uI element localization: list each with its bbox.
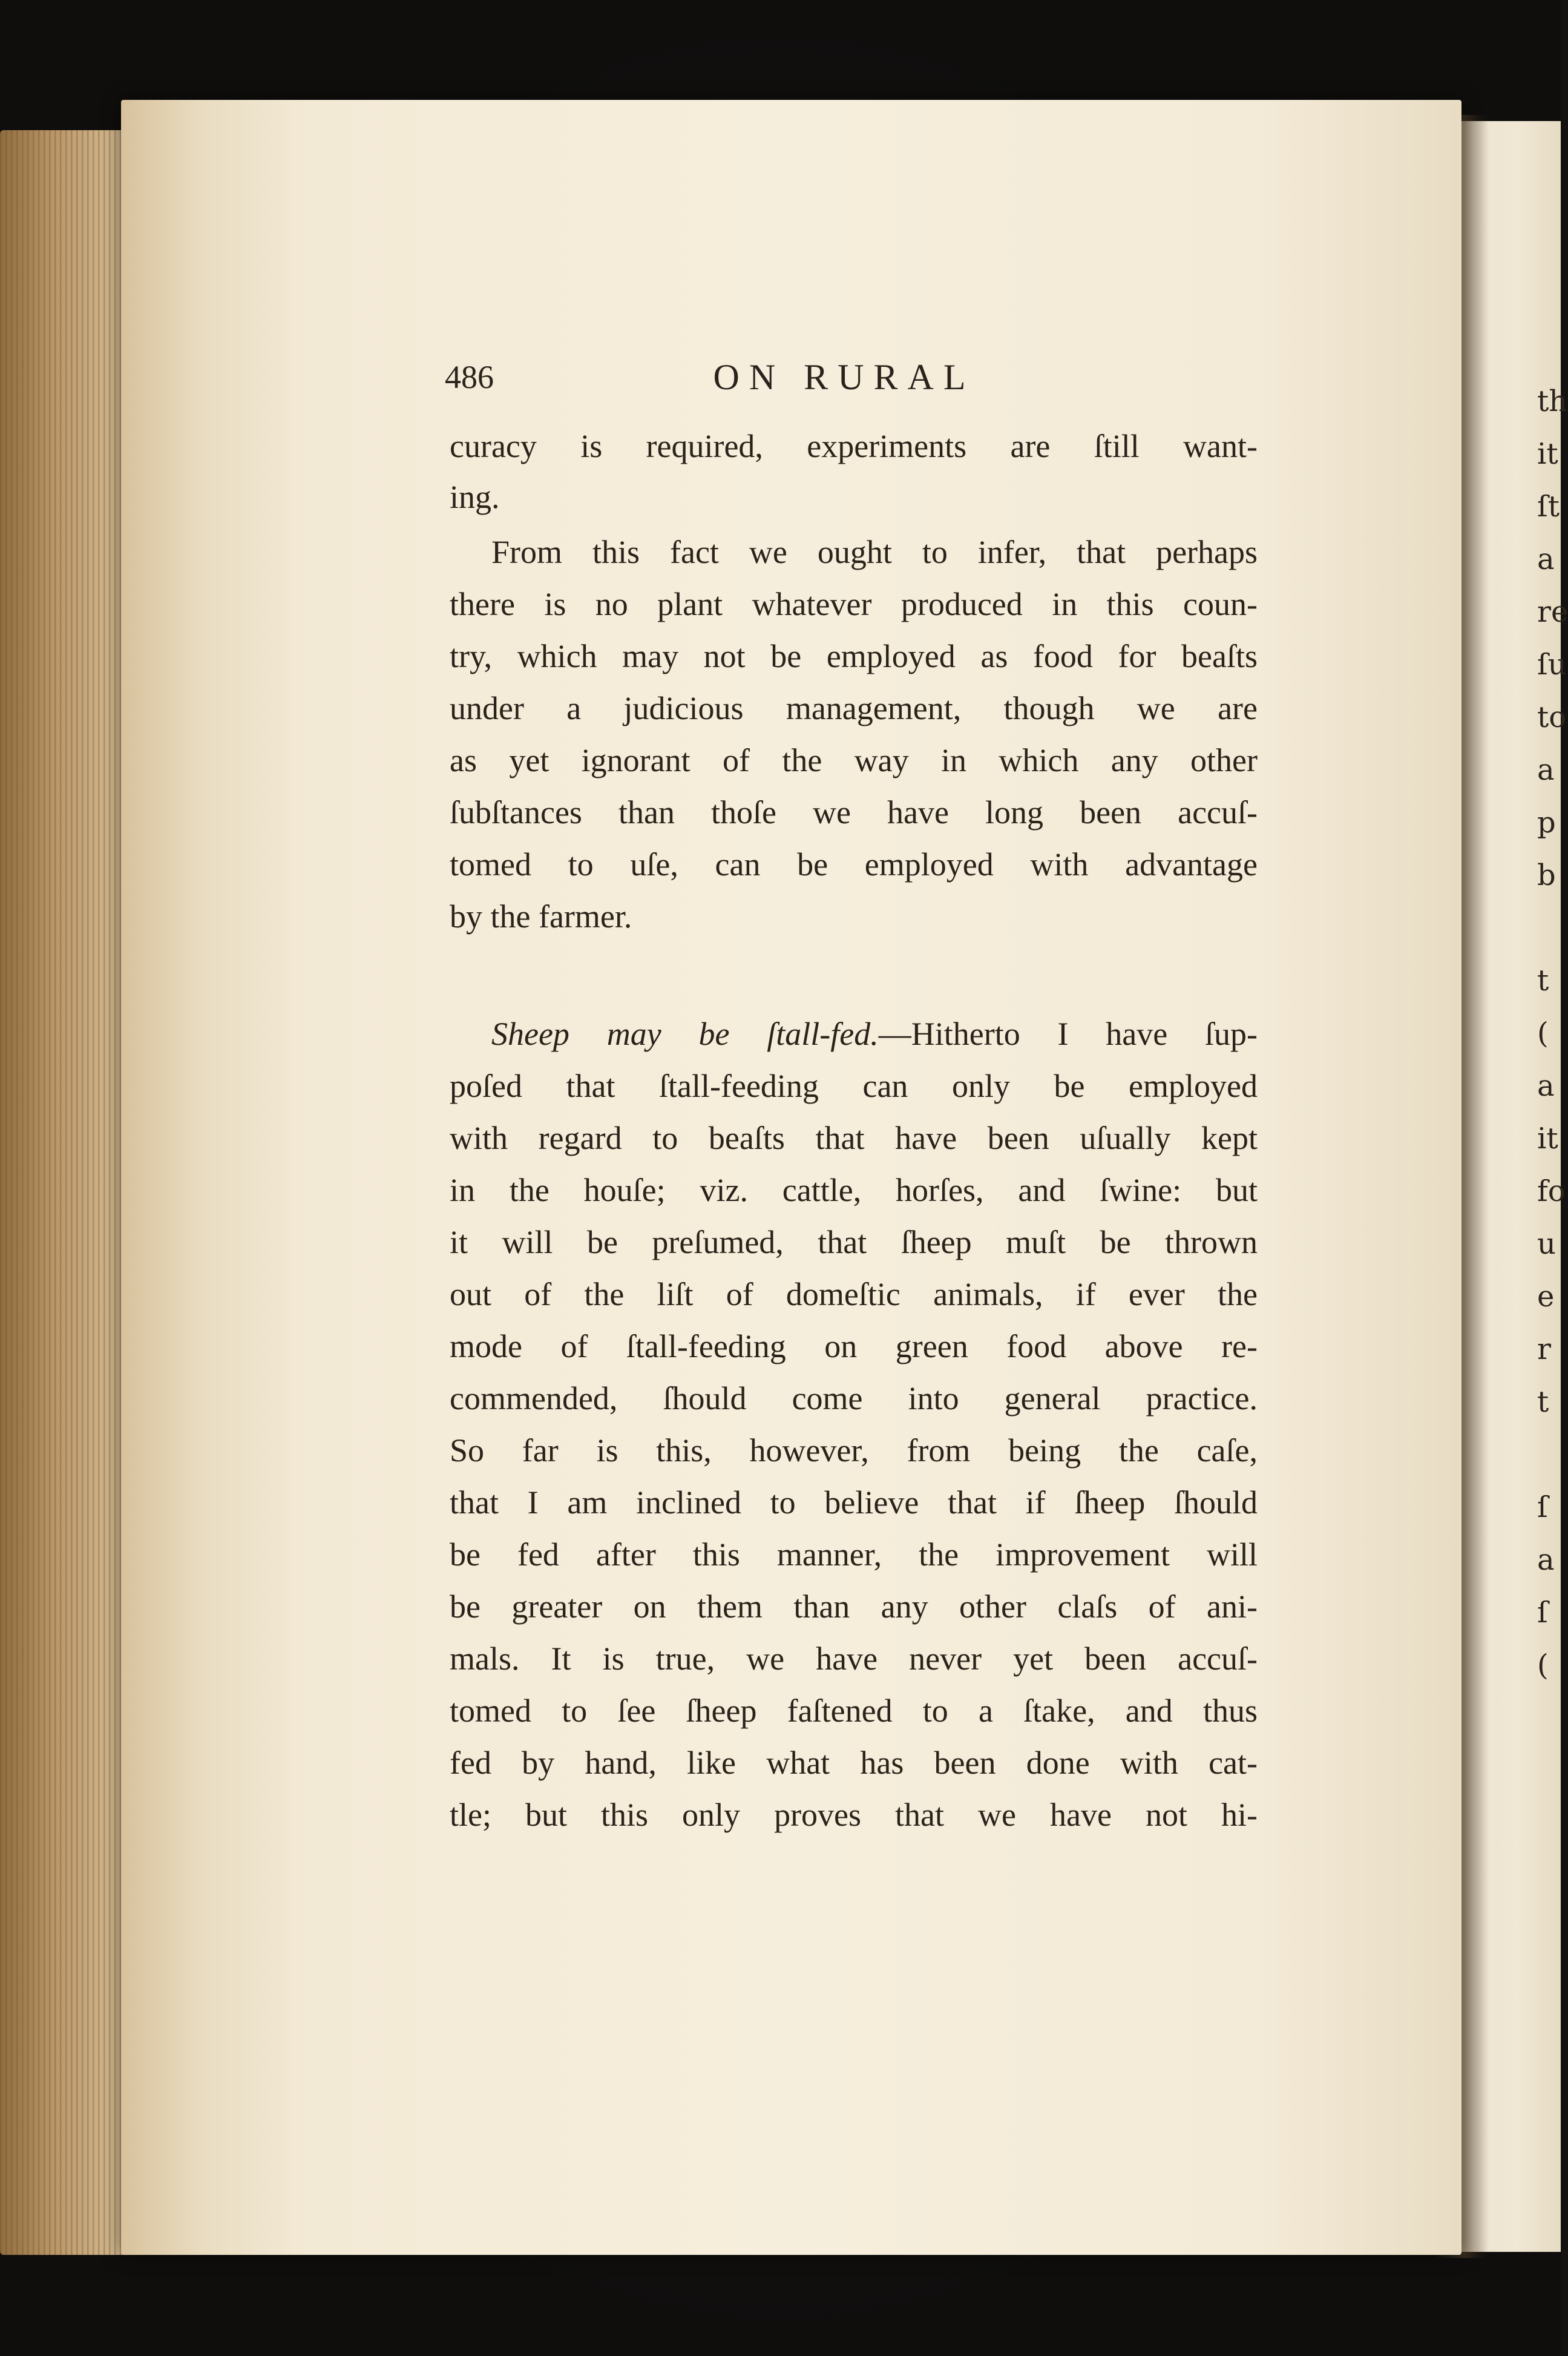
- facing-page-fragment: fo: [1537, 1174, 1566, 1208]
- text-line: tomed to uſe, can be employed with advantage: [450, 846, 1258, 883]
- facing-page-fragment: (: [1537, 1016, 1549, 1050]
- text-line: as yet ignorant of the way in which any other: [450, 742, 1258, 778]
- facing-page-fragment: re: [1537, 595, 1568, 629]
- facing-page-text-fragments: [1537, 375, 1568, 1692]
- text-line: From this fact we ought to infer, that perhaps: [491, 534, 1258, 570]
- text-line-with-lead: [491, 1010, 1258, 1058]
- text-line: out of the liſt of domeſtic animals, if ever the: [450, 1276, 1258, 1312]
- text-line: try, which may not be employed as food for beaſts: [450, 638, 1258, 674]
- text-line: with regard to beaſts that have been uſually kept: [450, 1120, 1258, 1156]
- text-line: be greater on them than any other claſs of ani-: [450, 1588, 1258, 1625]
- text-line: commended, ſhould come into general practice.: [450, 1380, 1258, 1417]
- facing-page-fragment: [1537, 1429, 1561, 1481]
- facing-page-fragment: a: [1537, 753, 1555, 787]
- text-line: mode of ſtall-feeding on green food above re-: [450, 1328, 1258, 1364]
- running-head: ON RURAL: [713, 357, 976, 397]
- facing-page-fragment: r: [1537, 1332, 1551, 1366]
- facing-page-fragment: t: [1537, 964, 1549, 998]
- facing-page-fragment: t: [1537, 1385, 1549, 1419]
- page-number: 486: [445, 359, 494, 395]
- facing-page-fragment: p: [1537, 806, 1556, 840]
- text-line: mals. It is true, we have never yet been accuſ-: [450, 1640, 1258, 1677]
- text-line: fed by hand, like what has been done with cat-: [450, 1745, 1258, 1781]
- facing-page-fragment: [1537, 902, 1561, 955]
- facing-page-fragment: th: [1537, 384, 1568, 418]
- facing-page-fragment: ſ: [1537, 1596, 1548, 1630]
- facing-page-fragment: a: [1537, 542, 1555, 576]
- facing-page-fragment: to: [1537, 700, 1567, 734]
- facing-page-fragment: a: [1537, 1543, 1555, 1577]
- text-line: in the houſe; viz. cattle, horſes, and ſwine: but: [450, 1172, 1258, 1208]
- text-line: tomed to ſee ſheep faſtened to a ſtake, and thus: [450, 1693, 1258, 1729]
- text-line: ſubſtances than thoſe we have long been accuſ-: [450, 794, 1258, 831]
- facing-page-fragment: it: [1537, 1122, 1558, 1156]
- facing-page-fragment: b: [1537, 858, 1556, 892]
- text-line: poſed that ſtall-feeding can only be employed: [450, 1068, 1258, 1104]
- facing-page-fragment: ſt: [1537, 490, 1560, 524]
- text-line: it will be preſumed, that ſheep muſt be thrown: [450, 1224, 1258, 1260]
- text-line: be fed after this manner, the improvement will: [450, 1536, 1258, 1573]
- text-line: tle; but this only proves that we have not hi-: [450, 1797, 1258, 1833]
- facing-page-fragment: it: [1537, 437, 1558, 471]
- facing-page-fragment: ſ: [1537, 1490, 1548, 1524]
- text-line: by the farmer.: [450, 898, 632, 935]
- text-line: that I am inclined to believe that if ſheep ſhould: [450, 1484, 1258, 1521]
- section-lead: Sheep may be ſtall-fed.: [491, 1016, 879, 1052]
- text-line-rest: —Hitherto I have ſup-: [878, 1016, 1258, 1052]
- facing-page-fragment: e: [1537, 1280, 1555, 1314]
- facing-page-fragment: a: [1537, 1069, 1555, 1103]
- facing-page-fragment: ſu: [1537, 648, 1567, 682]
- text-line: ing.: [450, 479, 500, 515]
- text-line: curacy is required, experiments are ſtill want-: [450, 428, 1258, 464]
- facing-page-fragment: u: [1537, 1227, 1556, 1261]
- text-line: under a judicious management, though we are: [450, 690, 1258, 726]
- text-line: So far is this, however, from being the caſe,: [450, 1432, 1258, 1469]
- text-line: there is no plant whatever produced in this coun-: [450, 586, 1258, 622]
- facing-page-fragment: (: [1537, 1648, 1549, 1682]
- page-header: [445, 353, 1256, 401]
